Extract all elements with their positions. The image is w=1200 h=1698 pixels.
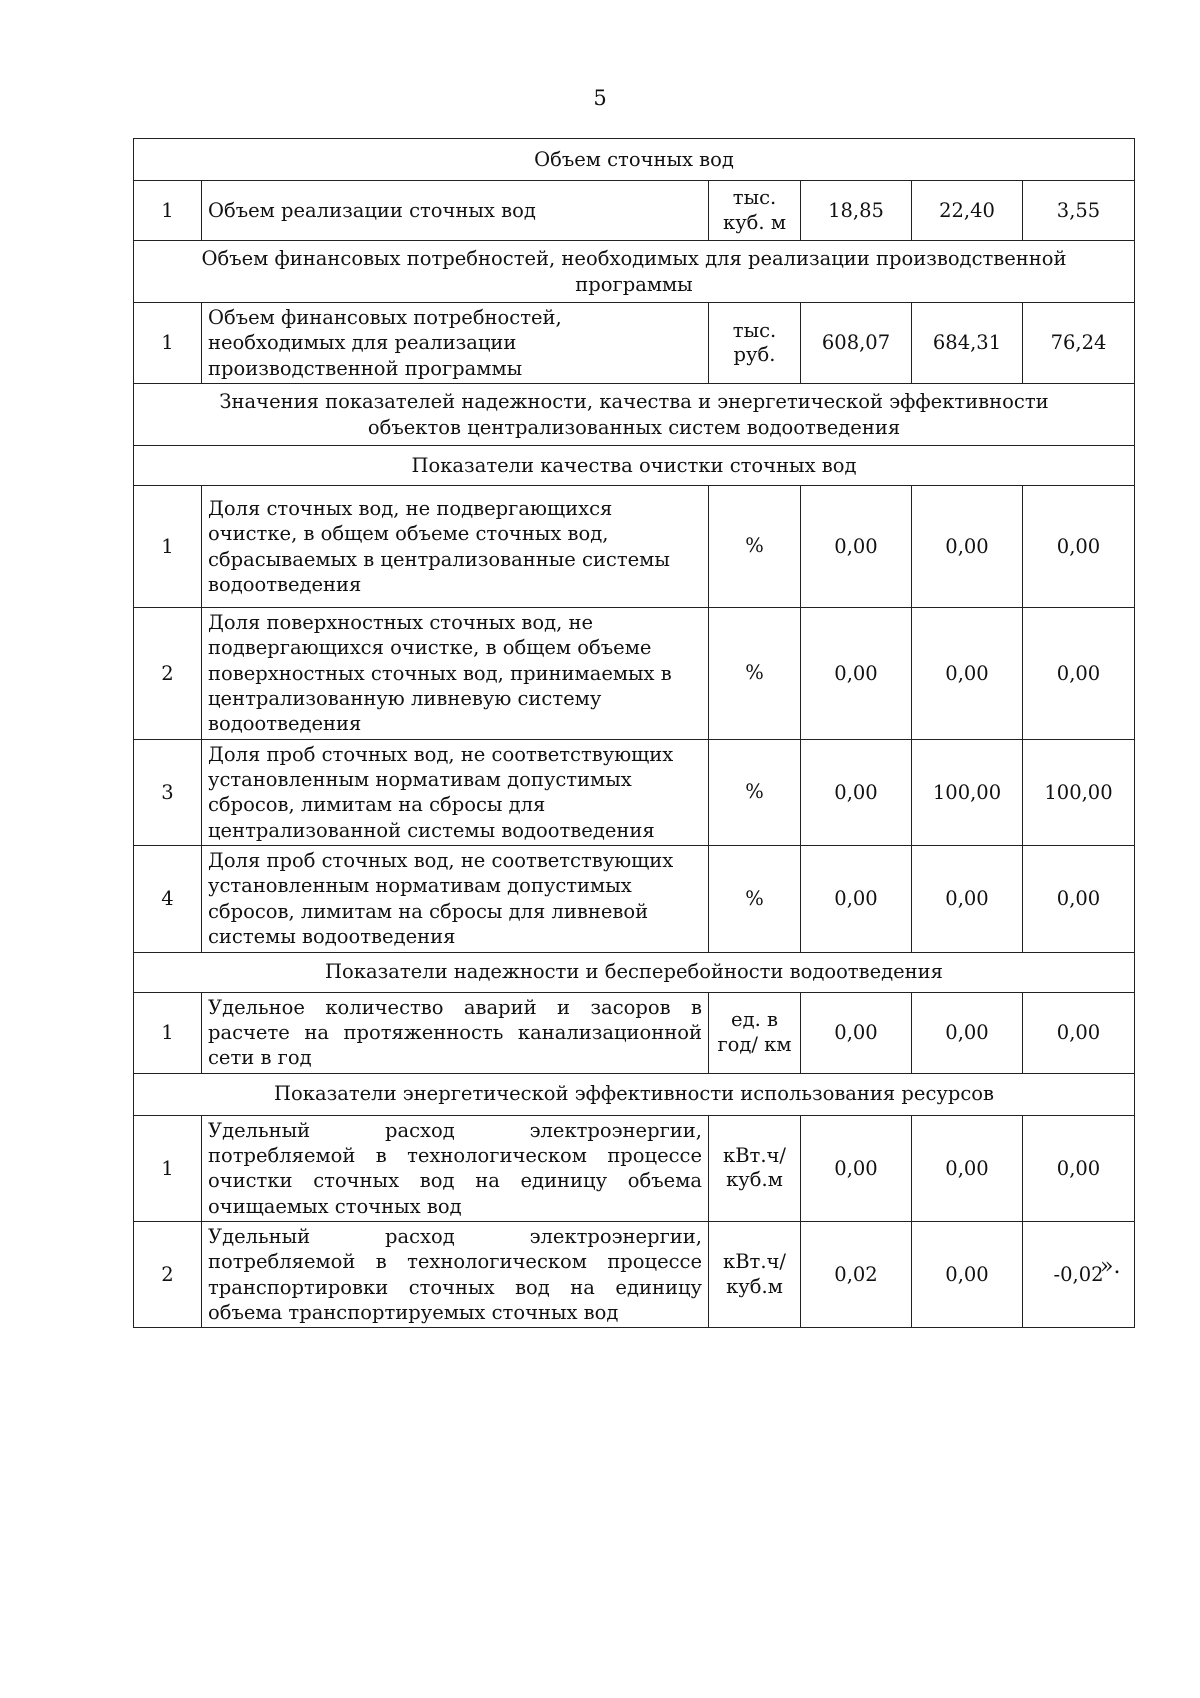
row-number: 4 <box>134 846 202 952</box>
row-number: 2 <box>134 1221 202 1327</box>
value-cell: 0,02 <box>801 1221 912 1327</box>
table-row <box>134 992 1135 1073</box>
value-cell: 0,00 <box>801 992 912 1073</box>
value-cell: 0,00 <box>801 846 912 952</box>
value-cell: 3,55 <box>1023 181 1135 241</box>
row-number: 1 <box>134 992 202 1073</box>
table-row <box>134 608 1135 740</box>
indicator-name: Объем финансовых потребностей, необходимых для реализации производственной программы <box>202 303 709 384</box>
value-cell: 0,00 <box>1023 486 1135 608</box>
value-cell: 0,00 <box>912 608 1023 740</box>
table-row <box>134 846 1135 952</box>
value-cell: 100,00 <box>1023 739 1135 845</box>
table-row <box>134 303 1135 384</box>
value-cell: 0,00 <box>801 486 912 608</box>
unit-cell: тыс. куб. м <box>709 181 801 241</box>
section-title: Значения показателей надежности, качества и энергетической эффективности объектов централизованных систем водоотведения <box>134 384 1135 446</box>
section-title: Объем финансовых потребностей, необходимых для реализации производственной программы <box>134 241 1135 303</box>
section-row <box>134 952 1135 992</box>
value-cell: 100,00 <box>912 739 1023 845</box>
section-row <box>134 1073 1135 1115</box>
value-cell: 0,00 <box>912 1221 1023 1327</box>
table-row <box>134 1221 1135 1327</box>
row-number: 1 <box>134 486 202 608</box>
value-cell: 684,31 <box>912 303 1023 384</box>
section-row <box>134 241 1135 303</box>
value-cell: 0,00 <box>1023 1115 1135 1221</box>
value-cell: 0,00 <box>912 486 1023 608</box>
table-row <box>134 1115 1135 1221</box>
indicator-name: Объем реализации сточных вод <box>202 181 709 241</box>
table-row <box>134 486 1135 608</box>
section-title: Показатели энергетической эффективности использования ресурсов <box>134 1073 1135 1115</box>
value-cell: 76,24 <box>1023 303 1135 384</box>
indicator-name: Доля проб сточных вод, не соответствующих установленным нормативам допустимых сбросов, лимитам на сбросы для ливневой системы водоотведения <box>202 846 709 952</box>
section-title: Показатели надежности и бесперебойности водоотведения <box>134 952 1135 992</box>
table-row <box>134 181 1135 241</box>
value-cell: 0,00 <box>801 608 912 740</box>
value-cell: 0,00 <box>912 846 1023 952</box>
indicator-name: Доля сточных вод, не подвергающихся очистке, в общем объеме сточных вод, сбрасываемых в централизованные системы водоотведения <box>202 486 709 608</box>
value-cell: 18,85 <box>801 181 912 241</box>
section-row <box>134 446 1135 486</box>
section-title: Объем сточных вод <box>134 139 1135 181</box>
indicator-name: Удельный расход электроэнергии, потребляемой в технологическом процессе очистки сточных вод на единицу объема очищаемых сточных вод <box>202 1115 709 1221</box>
indicator-name: Доля поверхностных сточных вод, не подвергающихся очистке, в общем объеме поверхностных сточных вод, принимаемых в централизованную ливневую систему водоотведения <box>202 608 709 740</box>
value-cell: 0,00 <box>912 1115 1023 1221</box>
value-cell: 0,00 <box>912 992 1023 1073</box>
table-row <box>134 739 1135 845</box>
unit-cell: % <box>709 846 801 952</box>
unit-cell: % <box>709 739 801 845</box>
value-cell: 0,00 <box>801 739 912 845</box>
value-cell: 0,00 <box>1023 846 1135 952</box>
unit-cell: % <box>709 486 801 608</box>
value-cell: 22,40 <box>912 181 1023 241</box>
unit-cell: тыс. руб. <box>709 303 801 384</box>
page-number: 5 <box>593 86 607 110</box>
unit-cell: кВт.ч/ куб.м <box>709 1221 801 1327</box>
closing-quote-mark: ». <box>1100 1254 1121 1279</box>
value-cell: -0,02 <box>1023 1221 1135 1327</box>
unit-cell: ед. в год/ км <box>709 992 801 1073</box>
indicators-table <box>133 138 1135 1328</box>
unit-cell: кВт.ч/ куб.м <box>709 1115 801 1221</box>
value-cell: 0,00 <box>1023 608 1135 740</box>
row-number: 1 <box>134 303 202 384</box>
indicator-name: Доля проб сточных вод, не соответствующих установленным нормативам допустимых сбросов, лимитам на сбросы для централизованной системы водоотведения <box>202 739 709 845</box>
unit-cell: % <box>709 608 801 740</box>
row-number: 1 <box>134 181 202 241</box>
row-number: 2 <box>134 608 202 740</box>
section-row <box>134 384 1135 446</box>
value-cell: 0,00 <box>1023 992 1135 1073</box>
section-row <box>134 139 1135 181</box>
value-cell: 0,00 <box>801 1115 912 1221</box>
indicator-name: Удельный расход электроэнергии, потребляемой в технологическом процессе транспортировки сточных вод на единицу объема транспортируемых сточных вод <box>202 1221 709 1327</box>
row-number: 3 <box>134 739 202 845</box>
value-cell: 608,07 <box>801 303 912 384</box>
section-title: Показатели качества очистки сточных вод <box>134 446 1135 486</box>
indicator-name: Удельное количество аварий и засоров в расчете на протяженность канализационной сети в год <box>202 992 709 1073</box>
row-number: 1 <box>134 1115 202 1221</box>
